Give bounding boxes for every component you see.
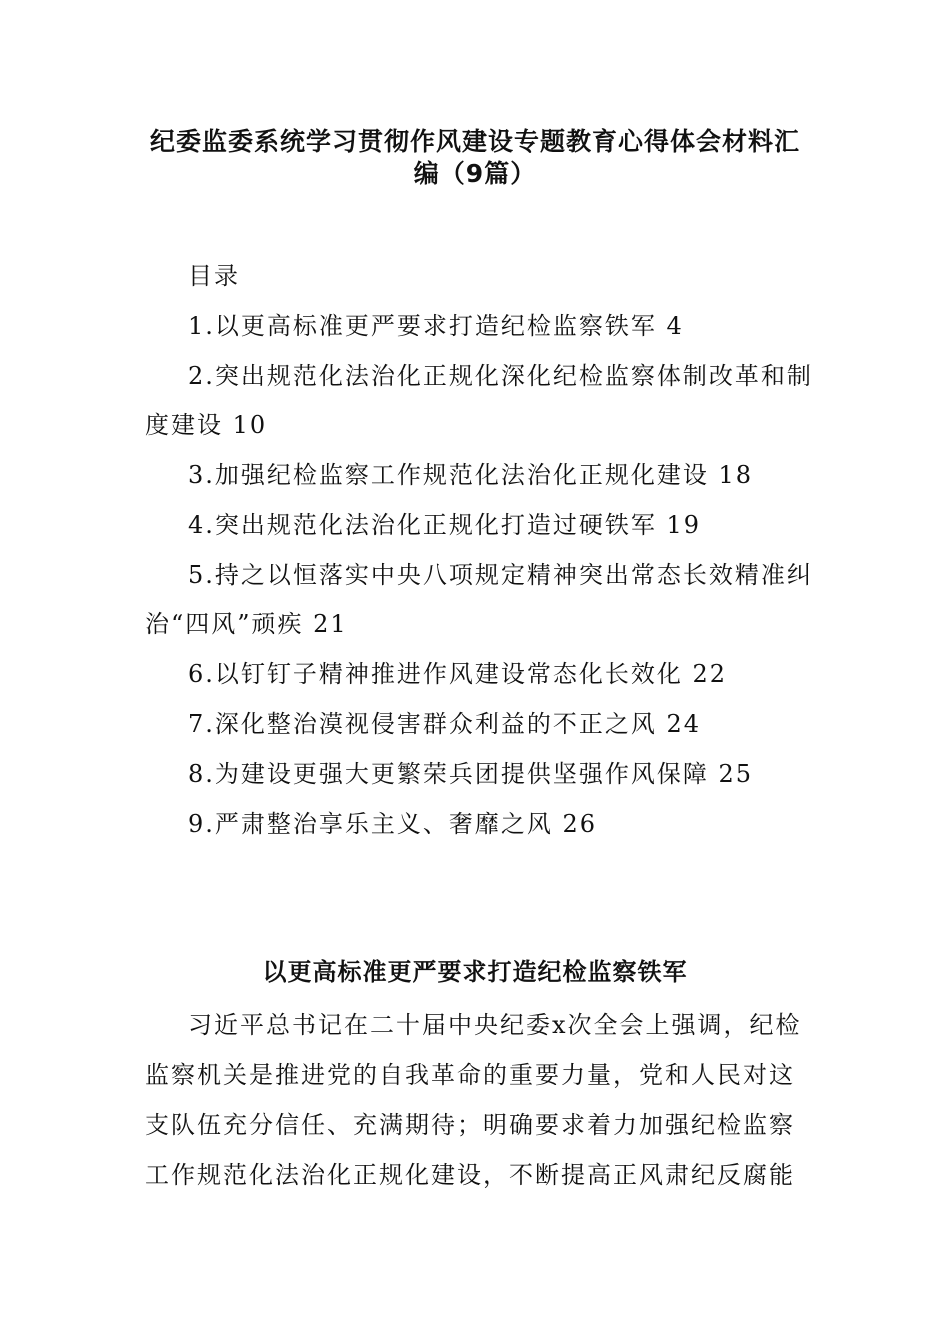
toc-item-6: 6.以钉钉子精神推进作风建设常态化长效化 22 [188, 660, 728, 688]
toc-item-7: 7.深化整治漠视侵害群众利益的不正之风 24 [188, 710, 702, 738]
paragraph-line-4: 工作规范化法治化正规化建设，不断提高正风肃纪反腐能 [145, 1161, 795, 1189]
paragraph-line-1: 习近平总书记在二十届中央纪委x次全会上强调，纪检 [188, 1011, 802, 1039]
section-heading: 以更高标准更严要求打造纪检监察铁军 [262, 958, 688, 986]
toc-item-8: 8.为建设更强大更繁荣兵团提供坚强作风保障 25 [188, 760, 754, 788]
toc-item-1: 1.以更高标准更严要求打造纪检监察铁军 4 [188, 312, 684, 340]
toc-item-4: 4.突出规范化法治化正规化打造过硬铁军 19 [188, 511, 702, 539]
toc-item-3: 3.加强纪检监察工作规范化法治化正规化建设 18 [188, 461, 754, 489]
toc-item-2-continued: 度建设 10 [145, 411, 268, 439]
toc-item-5: 5.持之以恒落实中央八项规定精神突出常态长效精准纠 [188, 561, 813, 589]
document-title-line-2: 编（9篇） [413, 159, 537, 188]
toc-item-2: 2.突出规范化法治化正规化深化纪检监察体制改革和制 [188, 362, 813, 390]
toc-item-5-continued: 治“四风”顽疾 21 [145, 610, 348, 638]
toc-heading: 目录 [188, 262, 240, 290]
paragraph-line-2: 监察机关是推进党的自我革命的重要力量，党和人民对这 [145, 1061, 795, 1089]
paragraph-line-3: 支队伍充分信任、充满期待；明确要求着力加强纪检监察 [145, 1111, 795, 1139]
toc-item-9: 9.严肃整治享乐主义、奢靡之风 26 [188, 810, 598, 838]
document-title-line-1: 纪委监委系统学习贯彻作风建设专题教育心得体会材料汇 [149, 127, 800, 156]
